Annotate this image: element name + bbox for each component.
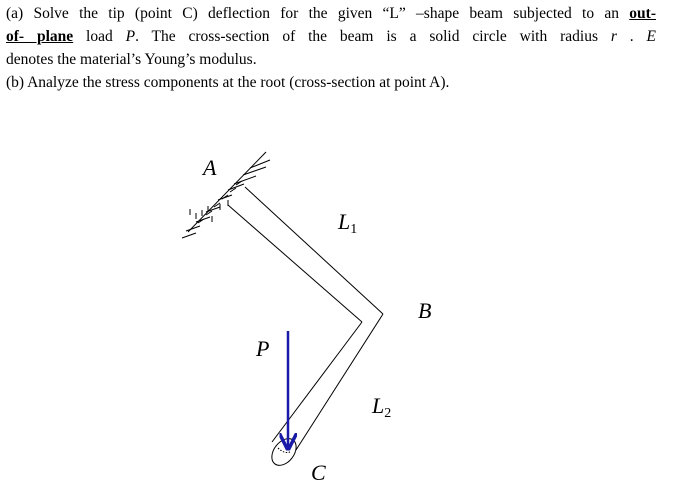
part-a-line-3: denotes the material’s Young’s modulus. xyxy=(6,51,257,68)
beam-segment-l2-outer xyxy=(296,314,383,450)
beam-segment-l1-top xyxy=(245,187,383,314)
fixed-wall-support xyxy=(182,152,270,238)
part-a-text: (a) Solve the tip (point C) deflection for the given “L” –shape beam subjected to an xyxy=(6,5,630,22)
out-of-plane-emphasis: out- xyxy=(629,5,656,22)
label-load-p: P xyxy=(256,336,270,361)
label-length-l2: L2 xyxy=(372,393,392,421)
modulus-symbol: E xyxy=(646,28,657,45)
radius-symbol: r xyxy=(610,28,617,45)
label-length-l1: L1 xyxy=(338,209,358,237)
beam-segment-l2-inner xyxy=(272,322,362,442)
l-shaped-beam xyxy=(228,187,383,470)
out-of-plane-emphasis-cont: of- plane xyxy=(6,28,74,45)
load-symbol: P xyxy=(125,28,136,45)
label-point-b: B xyxy=(418,298,432,323)
label-point-a: A xyxy=(203,155,217,180)
part-a-text: . xyxy=(616,28,647,45)
part-a-text: . The cross-section of the beam is a solid circle with radius xyxy=(135,28,611,45)
part-b-line: (b) Analyze the stress components at the root (cross-section at point A). xyxy=(6,74,450,91)
beam-tip-hatch xyxy=(278,448,290,453)
part-a-text: load xyxy=(73,28,126,45)
label-point-c: C xyxy=(311,460,326,485)
